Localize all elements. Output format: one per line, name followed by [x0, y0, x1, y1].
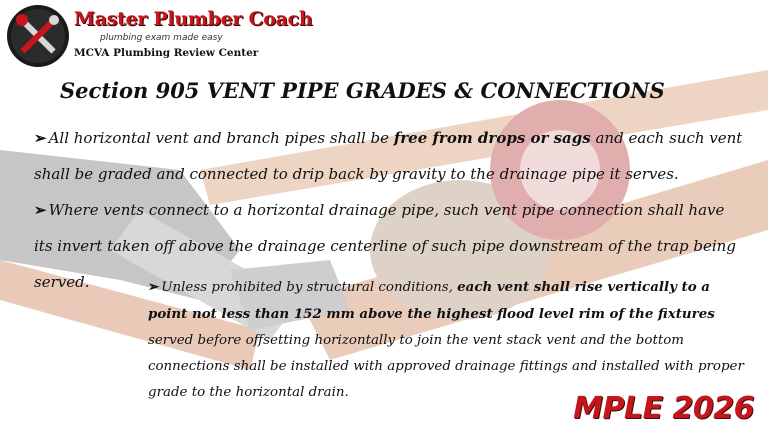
exam-year-badge: MPLE 2026 [573, 391, 754, 426]
bullet-arrow-icon: ➢ [34, 129, 47, 147]
bullet-2-text: Where vents connect to a horizontal drainage pipe, such vent pipe connection shall have its invert taken off above the drainage centerline of such pipe downstream of the trap being served. [34, 201, 736, 291]
bullet-arrow-icon: ➢ [34, 201, 47, 219]
wrench-plunger-logo-icon [6, 4, 70, 68]
bullet-1-text-end: and each such vent shall be graded and connected to drip back by gravity to the drainage pipe it serves. [34, 129, 743, 183]
bullet-3-text-end: served before offsetting horizontally to join the vent stack vent and the bottom connections shall be installed with approved drainage fittings and installed with proper grade to the horizontal drain. [148, 333, 744, 400]
brand-tagline: plumbing exam made easy [100, 33, 223, 43]
bullet-1 [34, 120, 744, 192]
bullet-3 [148, 274, 748, 406]
brand-logo [6, 4, 70, 68]
bullet-1-emphasis: free from drops or sags [393, 129, 591, 147]
bullet-3-emphasis: each vent shall rise vertically to a point not less than 152 mm above the highest flood level rim of the fixtures [148, 279, 715, 322]
slide-title: Section 905 VENT PIPE GRADES & CONNECTIONS [60, 78, 665, 103]
brand-subtitle: MCVA Plumbing Review Center [74, 47, 259, 59]
brand-name: Master Plumber Coach [74, 8, 313, 30]
bullet-3-text: Unless prohibited by structural conditions, [161, 280, 458, 295]
bullet-1-text: All horizontal vent and branch pipes shall be [48, 129, 394, 147]
bullet-arrow-icon: ➢ [148, 279, 160, 295]
